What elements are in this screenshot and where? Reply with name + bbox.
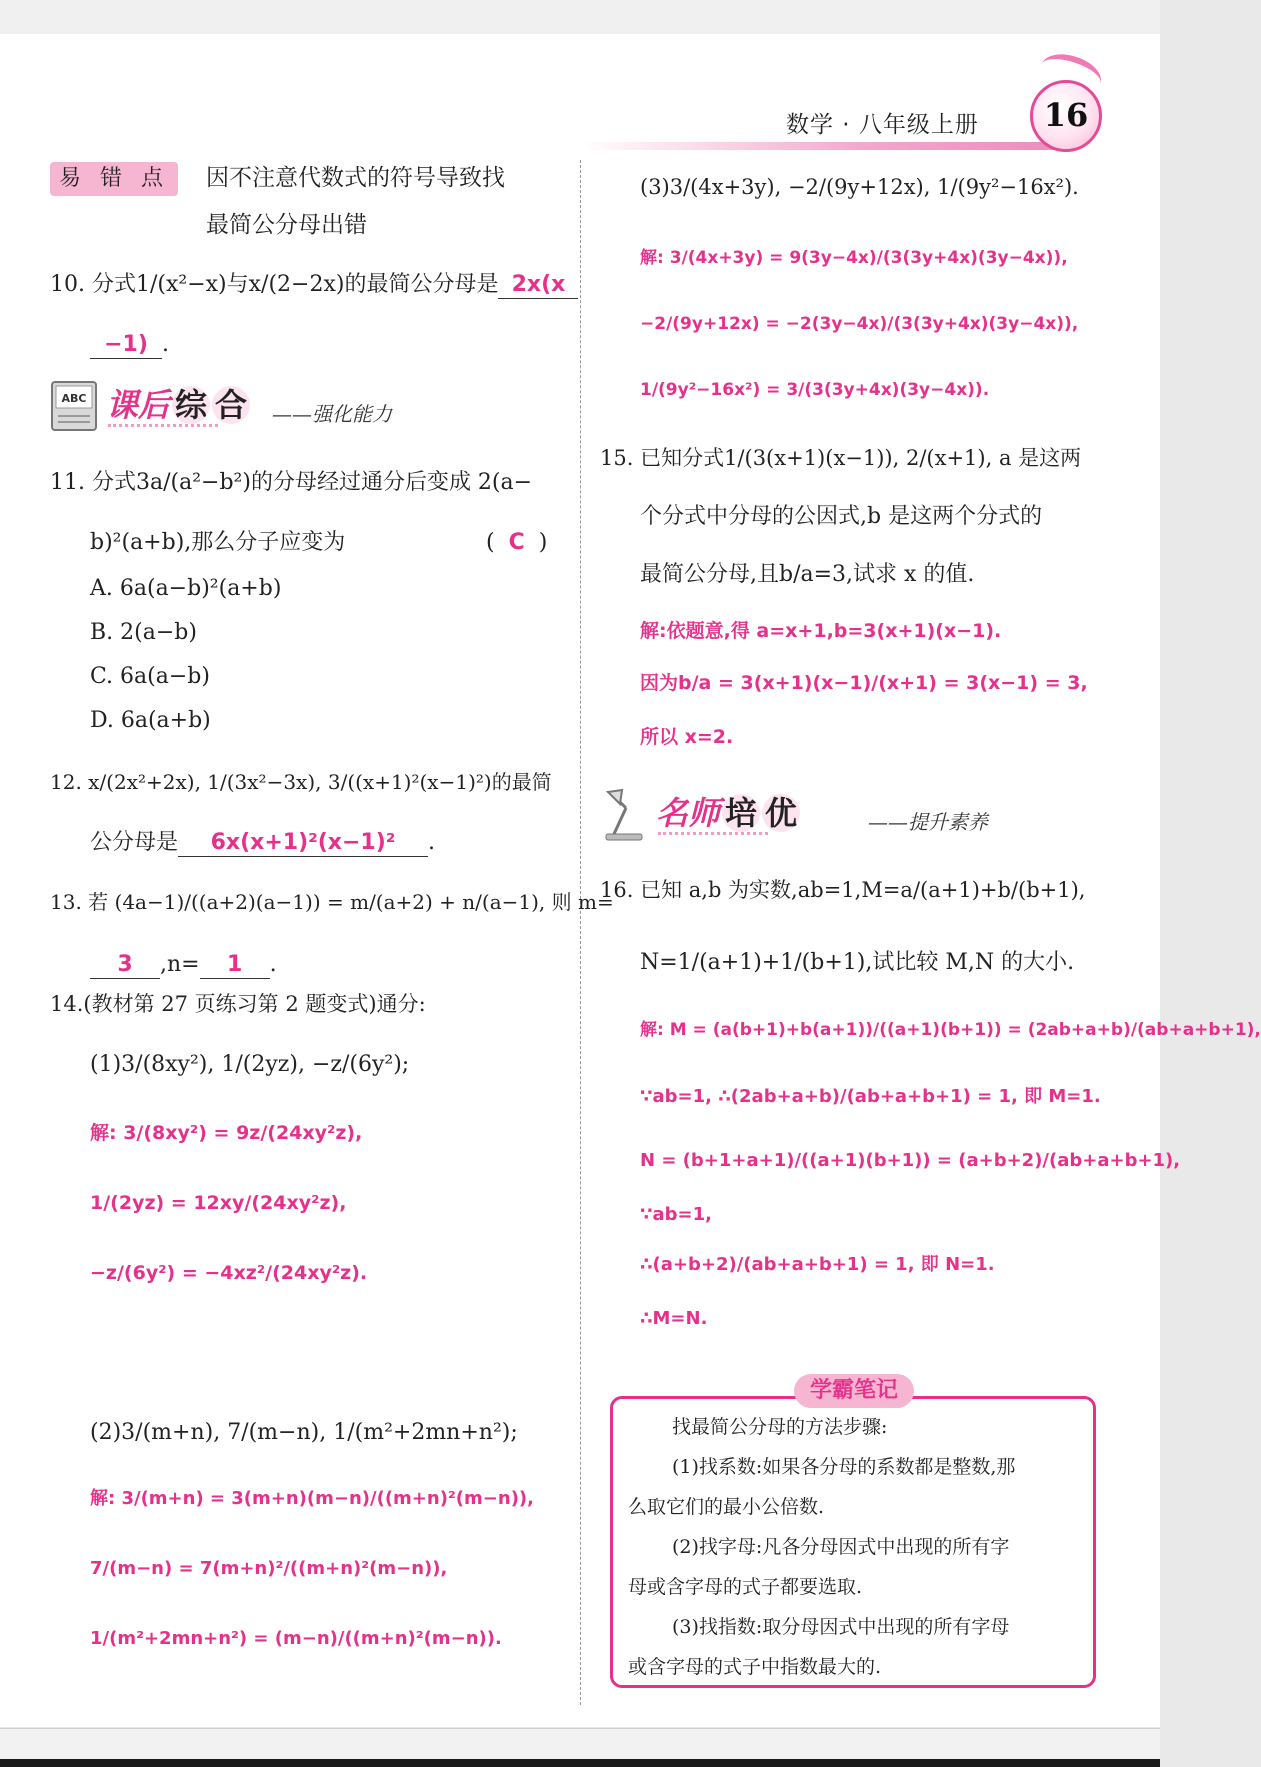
q16-sol-5: ∴(a+b+2)/(ab+a+b+1) = 1, 即 N=1. bbox=[640, 1254, 995, 1275]
q10-answer-a: 2x(x bbox=[498, 272, 578, 299]
q12-line2: 公分母是 6x(x+1)²(x−1)² . bbox=[90, 830, 435, 857]
q11-option-d: D. 6a(a+b) bbox=[90, 708, 211, 733]
q14-part3: (3)3/(4x+3y), −2/(9y+12x), 1/(9y²−16x²). bbox=[640, 175, 1079, 199]
q16-sol-3: N = (b+1+a+1)/((a+1)(b+1)) = (a+b+2)/(ab+a+b+1), bbox=[640, 1150, 1181, 1171]
section-after-class bbox=[50, 378, 430, 434]
notes-title: 学霸笔记 bbox=[794, 1374, 914, 1408]
q16-line1: 16. 已知 a,b 为实数,ab=1,M=a/(a+1)+b/(b+1), bbox=[600, 878, 1086, 902]
error-point-tag: 易 错 点 bbox=[50, 162, 178, 196]
q15-sol-1: 解:依题意,得 a=x+1,b=3(x+1)(x−1). bbox=[640, 620, 1002, 642]
q11-answer: C bbox=[508, 530, 525, 555]
q14-part3-sol-2: −2/(9y+12x) = −2(3y−4x)/(3(3y+4x)(3y−4x)), bbox=[640, 314, 1079, 334]
section-title: 课后 综 合 bbox=[106, 380, 250, 426]
q14-part1-sol-3: −z/(6y²) = −4xz²/(24xy²z). bbox=[90, 1262, 368, 1284]
title-dots-teacher bbox=[658, 832, 768, 835]
q11-answer-bracket: ( C ) bbox=[486, 530, 548, 555]
q15-sol-2: 因为b/a = 3(x+1)(x−1)/(x+1) = 3(x−1) = 3, bbox=[640, 672, 1088, 694]
q13-answer-m: 3 bbox=[90, 952, 160, 979]
notes-line-1: 找最简公分母的方法步骤: bbox=[672, 1416, 888, 1438]
q14-part2-sol-2: 7/(m−n) = 7(m+n)²/((m+n)²(m−n)), bbox=[90, 1558, 448, 1579]
q11-line2: b)²(a+b),那么分子应变为 bbox=[90, 530, 346, 555]
q10-line1: 10. 分式1/(x²−x)与x/(2−2x)的最简公分母是 bbox=[50, 272, 499, 297]
book-icon bbox=[50, 378, 98, 434]
subject-title: 数学 · 八年级上册 bbox=[786, 112, 979, 138]
q14-line1: 14.(教材第 27 页练习第 2 题变式)通分: bbox=[50, 992, 426, 1016]
q16-sol-1: 解: M = (a(b+1)+b(a+1))/((a+1)(b+1)) = (2ab+a+b)/(ab+a+b+1), bbox=[640, 1020, 1261, 1040]
q14-part2: (2)3/(m+n), 7/(m−n), 1/(m²+2mn+n²); bbox=[90, 1420, 518, 1445]
q15-line1: 15. 已知分式1/(3(x+1)(x−1)), 2/(x+1), a 是这两 bbox=[600, 446, 1082, 470]
q14-part2-sol-3: 1/(m²+2mn+n²) = (m−n)/((m+n)²(m−n)). bbox=[90, 1628, 502, 1649]
q16-sol-6: ∴M=N. bbox=[640, 1308, 708, 1329]
q13-line2: 3 ,n= 1 . bbox=[90, 952, 277, 979]
q15-line2: 个分式中分母的公因式,b 是这两个分式的 bbox=[640, 504, 1043, 529]
q13-answer-n: 1 bbox=[200, 952, 270, 979]
q16-sol-4: ∵ab=1, bbox=[640, 1204, 712, 1225]
q14-part1-sol-1: 解: 3/(8xy²) = 9z/(24xy²z), bbox=[90, 1122, 363, 1144]
q10-answer-b: −1) bbox=[90, 332, 162, 359]
q10-end: . bbox=[162, 332, 169, 357]
q10-line2 bbox=[90, 332, 169, 359]
section-subtitle-teacher: ——提升素养 bbox=[868, 810, 988, 834]
q14-part3-sol-3: 1/(9y²−16x²) = 3/(3(3y+4x)(3y−4x)). bbox=[640, 380, 990, 400]
q14-part1: (1)3/(8xy²), 1/(2yz), −z/(6y²); bbox=[90, 1052, 410, 1077]
q11-option-b: B. 2(a−b) bbox=[90, 620, 197, 645]
notes-line-3: 么取它们的最小公倍数. bbox=[628, 1496, 825, 1518]
header-stripe bbox=[580, 142, 1060, 150]
section-teacher bbox=[600, 786, 1020, 842]
q11-line1: 11. 分式3a/(a²−b²)的分母经过通分后变成 2(a− bbox=[50, 470, 533, 495]
error-point-title-2: 最简公分母出错 bbox=[206, 212, 367, 238]
title-dots bbox=[108, 424, 218, 427]
notes-line-4: (2)找字母:凡各分母因式中出现的所有字 bbox=[672, 1536, 1010, 1558]
q13-line1: 13. 若 (4a−1)/((a+2)(a−1)) = m/(a+2) + n/(a−1), 则 m= bbox=[50, 890, 614, 914]
svg-text:ABC: ABC bbox=[61, 392, 87, 405]
q11-option-c: C. 6a(a−b) bbox=[90, 664, 210, 689]
page-number: 16 bbox=[1030, 80, 1102, 152]
q15-sol-3: 所以 x=2. bbox=[640, 726, 734, 748]
q14-part2-sol-1: 解: 3/(m+n) = 3(m+n)(m−n)/((m+n)²(m−n)), bbox=[90, 1488, 534, 1509]
q16-sol-2: ∵ab=1, ∴(2ab+a+b)/(ab+a+b+1) = 1, 即 M=1. bbox=[640, 1086, 1101, 1107]
q12-answer: 6x(x+1)²(x−1)² bbox=[178, 830, 428, 857]
notes-line-7: 或含字母的式子中指数最大的. bbox=[628, 1656, 882, 1678]
column-divider bbox=[580, 160, 581, 1705]
q16-line2: N=1/(a+1)+1/(b+1),试比较 M,N 的大小. bbox=[640, 950, 1075, 975]
q11-option-a: A. 6a(a−b)²(a+b) bbox=[90, 576, 282, 601]
top-bar bbox=[0, 0, 1160, 35]
bottom-bar bbox=[0, 1728, 1160, 1767]
section-title-teacher: 名师 培 优 bbox=[656, 788, 800, 834]
notes-line-6: (3)找指数:取分母因式中出现的所有字母 bbox=[672, 1616, 1010, 1638]
q15-line3: 最简公分母,且b/a=3,试求 x 的值. bbox=[640, 562, 975, 587]
error-point-title-1: 因不注意代数式的符号导致找 bbox=[206, 165, 505, 191]
notes-line-2: (1)找系数:如果各分母的系数都是整数,那 bbox=[672, 1456, 1016, 1478]
q10-text bbox=[50, 272, 578, 299]
section-subtitle: ——强化能力 bbox=[272, 402, 392, 426]
lamp-icon bbox=[600, 786, 648, 842]
q14-part1-sol-2: 1/(2yz) = 12xy/(24xy²z), bbox=[90, 1192, 347, 1214]
notes-line-5: 母或含字母的式子都要选取. bbox=[628, 1576, 863, 1598]
q12-line1: 12. x/(2x²+2x), 1/(3x²−3x), 3/((x+1)²(x−1)²)的最简 bbox=[50, 770, 552, 794]
q14-part3-sol-1: 解: 3/(4x+3y) = 9(3y−4x)/(3(3y+4x)(3y−4x)), bbox=[640, 248, 1068, 268]
